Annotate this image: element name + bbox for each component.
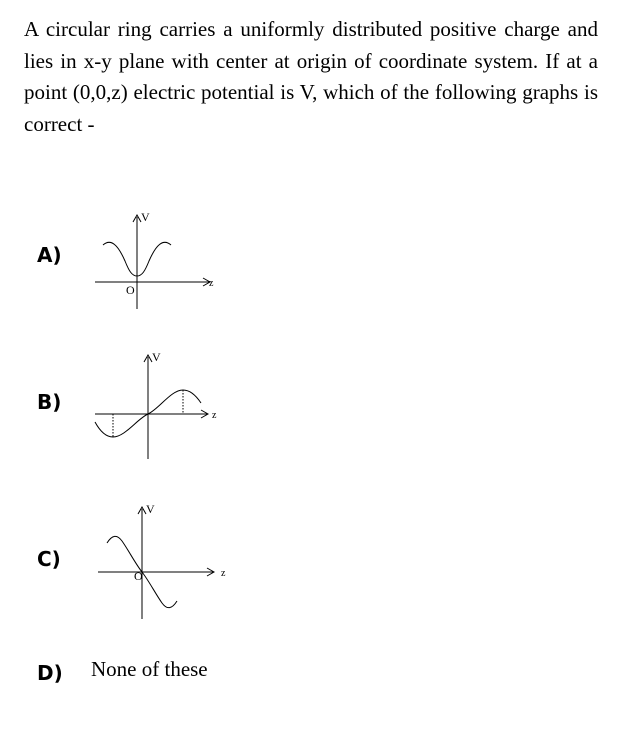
option-b-label[interactable]: B) [37,390,62,414]
option-a-z-label: z [209,278,214,289]
option-c-graph [90,497,230,622]
option-a-origin-label: O [126,283,135,297]
option-b-graph [85,345,225,465]
question-text: A circular ring carries a uniformly distributed positive charge and lies in x-y plane with center at origin of coordinate system. If at a point (0,0,z) electric potential is V, which of the following graphs is correct - [24,17,598,136]
option-c-label[interactable]: C) [37,547,61,571]
option-a-label[interactable]: A) [37,243,62,267]
option-d-label[interactable]: D) [37,661,63,685]
option-a-v-label: V [141,210,150,224]
option-b-z-label: z [212,410,217,421]
option-b-v-label: V [152,350,161,364]
option-c-v-label: V [146,502,155,516]
option-d-text[interactable]: None of these [91,657,208,681]
option-c-z-label: z [221,568,226,579]
option-c-origin-label: O [134,569,143,583]
option-a-graph [85,205,225,315]
